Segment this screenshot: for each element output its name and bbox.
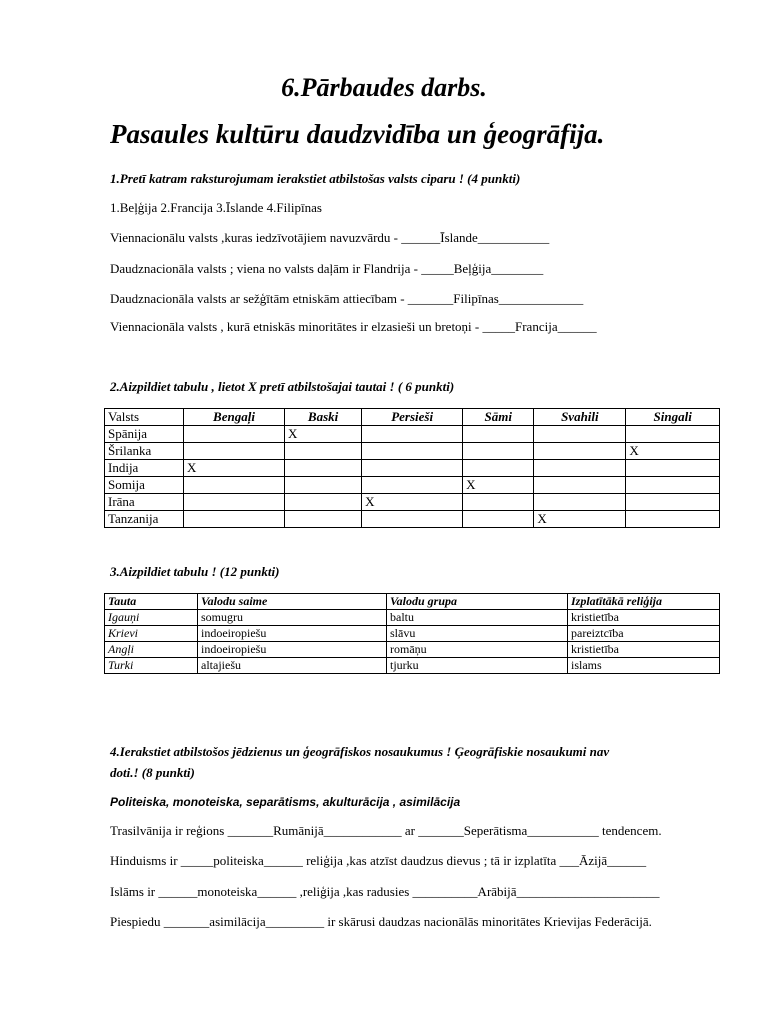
table-cell: X <box>184 460 285 477</box>
table-cell: romāņu <box>387 642 568 658</box>
table-row <box>105 658 720 674</box>
table-cell: islams <box>568 658 720 674</box>
table-cell <box>534 426 626 443</box>
table-cell <box>285 460 362 477</box>
table-cell <box>626 460 720 477</box>
table-cell: slāvu <box>387 626 568 642</box>
table-header-cell: Izplatītākā reliģija <box>568 594 720 610</box>
table-cell: tjurku <box>387 658 568 674</box>
table-cell: X <box>626 443 720 460</box>
table-header-cell: Svahili <box>534 409 626 426</box>
table-cell <box>534 477 626 494</box>
nations-table <box>104 408 720 528</box>
table-row <box>105 460 720 477</box>
task1-line: Viennacionāla valsts , kurā etniskās minoritātes ir elzasieši un bretoņi - _____Francija______ <box>110 319 597 334</box>
table-cell: X <box>463 477 534 494</box>
table-cell <box>184 494 285 511</box>
table-row <box>105 477 720 494</box>
table-cell <box>285 494 362 511</box>
table-header-row <box>105 409 720 426</box>
table-header-row <box>105 594 720 610</box>
table-cell: Indija <box>105 460 184 477</box>
task1-options: 1.Beļģija 2.Francija 3.Īslande 4.Filipīnas <box>110 200 322 215</box>
task4-heading: 4.Ierakstiet atbilstošos jēdzienus un ģeogrāfiskos nosaukumus ! Ģeogrāfiskie nosaukumi nav <box>110 744 610 759</box>
table-cell: somugru <box>198 610 387 626</box>
table-row <box>105 494 720 511</box>
table-cell: Tanzanija <box>105 511 184 528</box>
table-row <box>105 642 720 658</box>
table-header-cell: Sāmi <box>463 409 534 426</box>
task4-line: Islāms ir ______monoteiska______ ,reliģija ,kas radusies __________Arābijā______________________ <box>110 884 660 899</box>
table-header-cell: Baski <box>285 409 362 426</box>
table-header-cell: Tauta <box>105 594 198 610</box>
table-cell <box>285 511 362 528</box>
task4-terms: Politeiska, monoteiska, separātisms, akulturācija , asimilācija <box>110 795 461 809</box>
table-cell <box>463 443 534 460</box>
table-header-cell: Valodu saime <box>198 594 387 610</box>
task1-line: Viennacionālu valsts ,kuras iedzīvotājiem navuzvārdu - ______Īslande___________ <box>110 230 550 245</box>
task4-line: Hinduisms ir _____politeiska______ reliģija ,kas atzīst daudzus dievus ; tā ir izplatīta ___Āzijā______ <box>110 853 647 868</box>
table-cell: X <box>362 494 463 511</box>
table-cell <box>534 494 626 511</box>
table-cell <box>184 426 285 443</box>
table-row <box>105 626 720 642</box>
table-row <box>105 511 720 528</box>
table-cell <box>285 477 362 494</box>
table-header-cell: Persieši <box>362 409 463 426</box>
table-cell: pareiztcība <box>568 626 720 642</box>
table-cell <box>362 443 463 460</box>
table-header-cell: Singali <box>626 409 720 426</box>
task2-heading: 2.Aizpildiet tabulu , lietot X pretī atbilstošajai tautai ! ( 6 punkti) <box>110 379 455 394</box>
page-subtitle: Pasaules kultūru daudzvidība un ģeogrāfija. <box>110 119 605 149</box>
table-cell <box>626 511 720 528</box>
table-cell <box>285 443 362 460</box>
task1-line: Daudznacionāla valsts ar sežģītām etniskām attiecībam - _______Filipīnas_____________ <box>110 291 584 306</box>
task4-line: Trasilvānija ir reģions _______Rumānijā____________ ar _______Seperātisma___________ tendencem. <box>110 823 662 838</box>
table-cell <box>626 477 720 494</box>
table-row <box>105 426 720 443</box>
table-cell: Igauņi <box>105 610 198 626</box>
table-cell <box>534 460 626 477</box>
table-cell <box>534 443 626 460</box>
table-header-cell: Bengaļi <box>184 409 285 426</box>
table-cell <box>184 443 285 460</box>
page-title: 6.Pārbaudes darbs. <box>281 73 487 102</box>
table-row <box>105 610 720 626</box>
table-cell: Spānija <box>105 426 184 443</box>
table-cell <box>362 477 463 494</box>
table-cell: Turki <box>105 658 198 674</box>
table-cell: indoeiropiešu <box>198 642 387 658</box>
table-cell: Šrilanka <box>105 443 184 460</box>
table-cell <box>184 477 285 494</box>
table-cell: Irāna <box>105 494 184 511</box>
table-cell <box>362 460 463 477</box>
table-cell <box>463 494 534 511</box>
table-cell <box>463 511 534 528</box>
table-cell: X <box>534 511 626 528</box>
table-cell: altajiešu <box>198 658 387 674</box>
task1-line: Daudznacionāla valsts ; viena no valsts daļām ir Flandrija - _____Beļģija________ <box>110 261 544 276</box>
table-cell: kristietība <box>568 642 720 658</box>
table-cell: baltu <box>387 610 568 626</box>
table-cell <box>626 426 720 443</box>
table-cell <box>184 511 285 528</box>
table-header-cell: Valsts <box>105 409 184 426</box>
task4-heading-cont: doti.! (8 punkti) <box>110 765 195 780</box>
table-cell: X <box>285 426 362 443</box>
languages-table <box>104 593 720 674</box>
table-cell <box>626 494 720 511</box>
table-header-cell: Valodu grupa <box>387 594 568 610</box>
task4-line: Piespiedu _______asimilācija_________ ir skārusi daudzas nacionālās minoritātes Krievijas Federācijā. <box>110 914 652 929</box>
task1-heading: 1.Pretī katram raksturojumam ierakstiet atbilstošas valsts ciparu ! (4 punkti) <box>110 171 521 186</box>
table-cell <box>463 460 534 477</box>
table-cell: Angļi <box>105 642 198 658</box>
table-cell: Somija <box>105 477 184 494</box>
table-row <box>105 443 720 460</box>
table-cell <box>362 426 463 443</box>
table-cell <box>362 511 463 528</box>
table-cell: indoeiropiešu <box>198 626 387 642</box>
table-cell: Krievi <box>105 626 198 642</box>
table-cell <box>463 426 534 443</box>
table-cell: kristietība <box>568 610 720 626</box>
task3-heading: 3.Aizpildiet tabulu ! (12 punkti) <box>110 564 280 579</box>
